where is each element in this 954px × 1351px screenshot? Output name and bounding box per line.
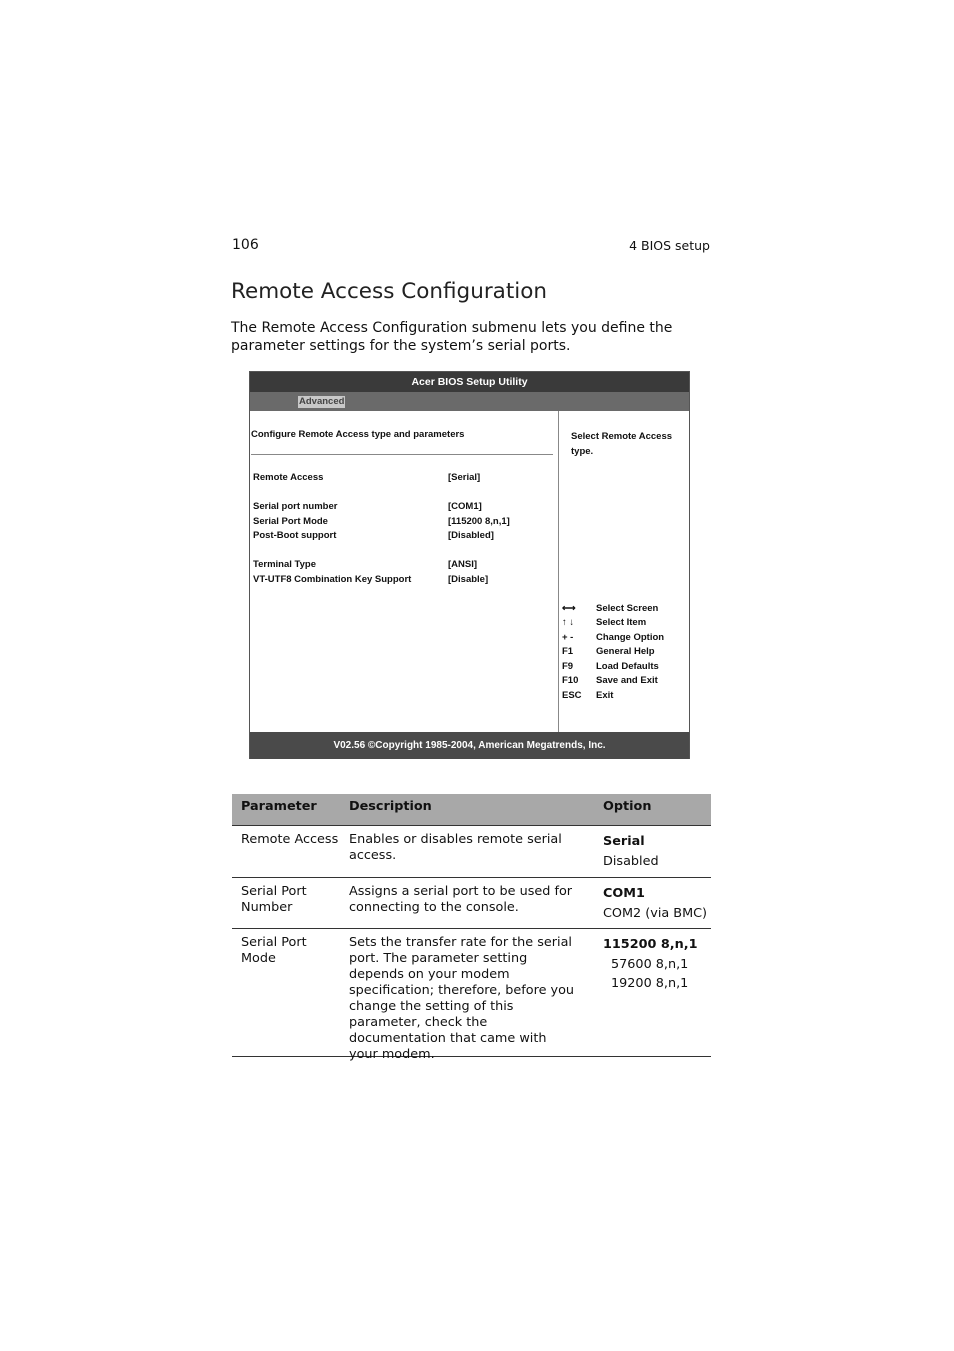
column-header: Parameter xyxy=(241,799,317,814)
default-option: 115200 8,n,1 xyxy=(603,937,698,952)
option: 57600 8,n,1 xyxy=(611,956,689,972)
table-header xyxy=(232,794,711,826)
key-name: + - xyxy=(562,632,574,643)
default-option: COM1 xyxy=(603,886,645,901)
setting-label: Serial port number xyxy=(253,501,338,512)
key-description: Select Item xyxy=(596,617,647,628)
arrows-horizontal-icon: ⟷ xyxy=(562,603,576,614)
bios-menubar xyxy=(250,392,689,411)
key-description: General Help xyxy=(596,646,655,657)
param-description: Sets the transfer rate for the serial port. The parameter setting depends on your modem specification; therefore, before you change the setting of this parameter, check the documentation that came with your modem. xyxy=(349,935,575,1062)
bios-divider xyxy=(558,411,559,732)
setting-label: VT-UTF8 Combination Key Support xyxy=(253,574,412,585)
key-description: Select Screen xyxy=(596,603,659,614)
parameter-table xyxy=(232,794,711,1062)
param-options xyxy=(603,935,708,994)
key-name: ESC xyxy=(562,690,582,701)
table-row xyxy=(232,878,711,929)
chapter-label: 4 BIOS setup xyxy=(629,238,710,253)
setting-post-boot-support[interactable] xyxy=(253,530,553,544)
intro-paragraph: The Remote Access Configuration submenu lets you define the parameter settings for the system’s serial ports. xyxy=(231,320,673,354)
bios-screenshot xyxy=(249,371,690,759)
key-legend-item xyxy=(562,675,687,689)
key-description: Exit xyxy=(596,690,614,701)
option: COM2 (via BMC) xyxy=(603,905,708,921)
default-option: Serial xyxy=(603,834,645,849)
setting-label: Post-Boot support xyxy=(253,530,337,541)
bios-heading: Configure Remote Access type and parameters xyxy=(251,429,465,440)
bios-heading-rule xyxy=(251,454,553,455)
bios-title: Acer BIOS Setup Utility xyxy=(250,372,689,392)
param-options xyxy=(603,832,708,871)
setting-label: Serial Port Mode xyxy=(253,516,328,527)
key-legend-item xyxy=(562,603,687,617)
table-row xyxy=(232,929,711,1062)
setting-value[interactable]: [ANSI] xyxy=(448,559,478,570)
param-name: Serial Port Number xyxy=(241,884,307,915)
setting-value[interactable]: [Disabled] xyxy=(448,530,494,541)
key-legend-item xyxy=(562,632,687,646)
key-legend-item xyxy=(562,661,687,675)
setting-remote-access[interactable] xyxy=(253,472,553,486)
key-legend-item xyxy=(562,690,687,704)
column-header: Description xyxy=(349,799,432,814)
bios-footer: V02.56 ©Copyright 1985-2004, American Megatrends, Inc. xyxy=(250,732,689,759)
param-name: Remote Access xyxy=(241,832,339,847)
section-title: Remote Access Configuration xyxy=(231,279,548,304)
option: Disabled xyxy=(603,853,659,869)
setting-value[interactable]: [Disable] xyxy=(448,574,489,585)
key-name: F1 xyxy=(562,646,574,657)
key-name: F10 xyxy=(562,675,579,686)
setting-label: Terminal Type xyxy=(253,559,316,570)
key-description: Save and Exit xyxy=(596,675,658,686)
setting-value[interactable]: [COM1] xyxy=(448,501,482,512)
key-legend-item xyxy=(562,617,687,631)
key-legend-item xyxy=(562,646,687,660)
setting-serial-port-number[interactable] xyxy=(253,501,553,515)
help-text: Select Remote Access type. xyxy=(571,431,673,457)
param-options xyxy=(603,884,708,923)
page-number: 106 xyxy=(232,237,259,253)
tab-advanced[interactable]: Advanced xyxy=(299,396,345,407)
setting-label: Remote Access xyxy=(253,472,324,483)
key-description: Load Defaults xyxy=(596,661,659,672)
key-description: Change Option xyxy=(596,632,665,643)
arrows-vertical-icon: ↑ ↓ xyxy=(562,617,575,628)
setting-value[interactable]: [Serial] xyxy=(448,472,481,483)
setting-value[interactable]: [115200 8,n,1] xyxy=(448,516,510,527)
param-description: Assigns a serial port to be used for connecting to the console. xyxy=(349,884,573,915)
setting-serial-port-mode[interactable] xyxy=(253,516,553,530)
table-row xyxy=(232,826,711,878)
param-name: Serial Port Mode xyxy=(241,935,307,966)
setting-terminal-type[interactable] xyxy=(253,559,553,573)
option: 19200 8,n,1 xyxy=(611,976,689,991)
param-description: Enables or disables remote serial access. xyxy=(349,832,562,863)
key-name: F9 xyxy=(562,661,574,672)
column-header: Option xyxy=(603,799,652,814)
setting-vt-utf8-key-support[interactable] xyxy=(253,574,553,588)
